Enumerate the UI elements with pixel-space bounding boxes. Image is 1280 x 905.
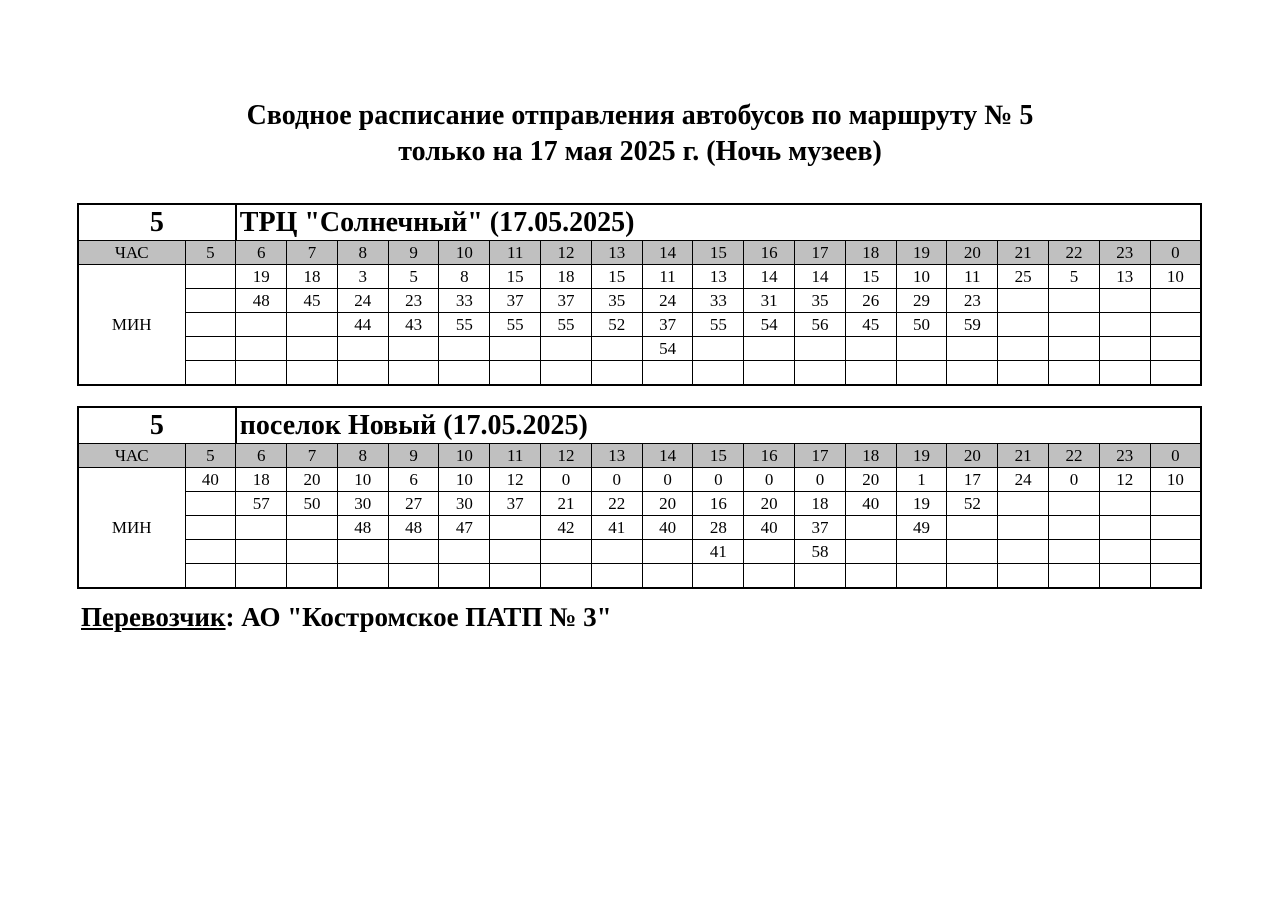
minute-cell — [795, 564, 846, 589]
hour-cell: 6 — [236, 444, 287, 468]
minute-cell — [845, 516, 896, 540]
minute-cell — [1049, 289, 1100, 313]
hour-cell: 14 — [642, 444, 693, 468]
minute-cell — [744, 337, 795, 361]
minute-cell — [1099, 516, 1150, 540]
hours-row — [78, 241, 1201, 265]
minute-cell: 26 — [845, 289, 896, 313]
minute-cell: 52 — [591, 313, 642, 337]
route-number: 5 — [78, 204, 236, 241]
minute-cell — [1049, 492, 1100, 516]
minute-cell — [541, 337, 592, 361]
minute-cell — [845, 540, 896, 564]
minute-cell: 0 — [795, 468, 846, 492]
minute-cell — [490, 564, 541, 589]
minute-cell: 0 — [642, 468, 693, 492]
minute-cell: 0 — [591, 468, 642, 492]
hour-label: ЧАС — [78, 444, 185, 468]
minute-cell — [896, 361, 947, 386]
minute-cell: 20 — [287, 468, 338, 492]
minute-cell: 37 — [642, 313, 693, 337]
hour-cell: 22 — [1049, 241, 1100, 265]
minute-cell: 57 — [236, 492, 287, 516]
minute-cell — [541, 361, 592, 386]
minute-cell — [388, 540, 439, 564]
minute-cell: 10 — [1150, 468, 1201, 492]
minute-cell — [337, 337, 388, 361]
minute-cell — [947, 337, 998, 361]
minute-cell — [1049, 516, 1100, 540]
minute-cell — [591, 540, 642, 564]
minute-cell: 25 — [998, 265, 1049, 289]
hour-cell: 11 — [490, 444, 541, 468]
minute-cell: 12 — [490, 468, 541, 492]
minute-cell: 24 — [642, 289, 693, 313]
minute-cell — [185, 361, 236, 386]
minute-cell: 45 — [845, 313, 896, 337]
minute-cell — [490, 361, 541, 386]
minute-cell: 18 — [541, 265, 592, 289]
minute-cell: 15 — [490, 265, 541, 289]
minute-cell: 48 — [388, 516, 439, 540]
minute-cell: 58 — [795, 540, 846, 564]
hour-cell: 20 — [947, 241, 998, 265]
hour-cell: 10 — [439, 241, 490, 265]
minute-cell — [337, 361, 388, 386]
hour-cell: 8 — [337, 444, 388, 468]
minute-cell — [1099, 313, 1150, 337]
minute-cell: 18 — [795, 492, 846, 516]
minute-cell — [947, 540, 998, 564]
minute-cell — [1099, 564, 1150, 589]
minutes-row — [78, 313, 1201, 337]
minute-cell — [642, 564, 693, 589]
minute-cell — [287, 540, 338, 564]
minute-cell — [490, 540, 541, 564]
minute-cell — [1099, 337, 1150, 361]
minute-cell — [1150, 564, 1201, 589]
minute-cell — [185, 265, 236, 289]
minute-cell: 8 — [439, 265, 490, 289]
schedule-table-poselok-novy — [77, 406, 1202, 589]
carrier-line — [81, 600, 612, 634]
title-line-1: Сводное расписание отправления автобусов по маршруту № 5 — [246, 100, 1034, 131]
table-header-row — [78, 407, 1201, 444]
minute-cell — [1150, 361, 1201, 386]
hour-cell: 7 — [287, 444, 338, 468]
minute-cell — [693, 361, 744, 386]
minute-cell — [642, 540, 693, 564]
minute-cell: 33 — [439, 289, 490, 313]
minute-cell: 40 — [744, 516, 795, 540]
minute-cell — [185, 564, 236, 589]
minute-cell: 28 — [693, 516, 744, 540]
stop-name: поселок Новый (17.05.2025) — [236, 407, 1201, 444]
minute-cell — [541, 564, 592, 589]
minute-cell — [439, 564, 490, 589]
minute-cell: 10 — [439, 468, 490, 492]
minute-cell — [236, 337, 287, 361]
minutes-row — [78, 492, 1201, 516]
minute-cell — [490, 337, 541, 361]
hour-cell: 16 — [744, 241, 795, 265]
minute-cell — [236, 564, 287, 589]
minute-cell — [439, 361, 490, 386]
minute-cell — [998, 564, 1049, 589]
minute-cell — [1049, 540, 1100, 564]
minute-cell — [287, 564, 338, 589]
minute-cell — [1099, 492, 1150, 516]
hour-cell: 19 — [896, 241, 947, 265]
minute-cell — [998, 516, 1049, 540]
route-number: 5 — [78, 407, 236, 444]
minute-cell: 49 — [896, 516, 947, 540]
hour-cell: 11 — [490, 241, 541, 265]
minute-cell — [236, 540, 287, 564]
minutes-row — [78, 468, 1201, 492]
minute-cell: 44 — [337, 313, 388, 337]
minute-cell — [1150, 540, 1201, 564]
minute-cell: 10 — [896, 265, 947, 289]
minute-cell: 19 — [236, 265, 287, 289]
minute-cell — [1049, 337, 1100, 361]
minute-cell — [1150, 516, 1201, 540]
minute-cell: 5 — [388, 265, 439, 289]
minute-cell — [185, 337, 236, 361]
minute-cell — [1099, 361, 1150, 386]
minutes-row — [78, 265, 1201, 289]
hour-cell: 0 — [1150, 241, 1201, 265]
carrier-value: : АО "Костромское ПАТП № 3" — [225, 602, 612, 632]
minute-cell — [185, 289, 236, 313]
minute-cell — [896, 337, 947, 361]
minute-cell: 41 — [693, 540, 744, 564]
minute-cell: 14 — [795, 265, 846, 289]
minute-cell: 17 — [947, 468, 998, 492]
minute-cell: 13 — [1099, 265, 1150, 289]
hour-cell: 9 — [388, 444, 439, 468]
minutes-row — [78, 540, 1201, 564]
minute-cell: 55 — [541, 313, 592, 337]
hour-cell: 16 — [744, 444, 795, 468]
minute-cell: 40 — [845, 492, 896, 516]
minute-cell: 27 — [388, 492, 439, 516]
minute-cell: 37 — [490, 492, 541, 516]
minute-cell — [591, 361, 642, 386]
minutes-label: МИН — [78, 468, 185, 589]
minute-cell — [185, 313, 236, 337]
schedule-table-trc-solnechny — [77, 203, 1202, 386]
hour-cell: 23 — [1099, 241, 1150, 265]
minutes-row — [78, 516, 1201, 540]
minute-cell: 0 — [744, 468, 795, 492]
minute-cell: 55 — [439, 313, 490, 337]
minute-cell: 13 — [693, 265, 744, 289]
minute-cell — [744, 540, 795, 564]
minute-cell: 43 — [388, 313, 439, 337]
minute-cell — [490, 516, 541, 540]
minute-cell: 24 — [337, 289, 388, 313]
hour-cell: 22 — [1049, 444, 1100, 468]
minute-cell: 18 — [236, 468, 287, 492]
minute-cell: 54 — [642, 337, 693, 361]
minute-cell — [337, 564, 388, 589]
hour-cell: 14 — [642, 241, 693, 265]
minute-cell — [1150, 492, 1201, 516]
minute-cell — [744, 361, 795, 386]
hour-cell: 19 — [896, 444, 947, 468]
minute-cell: 55 — [693, 313, 744, 337]
minute-cell: 30 — [337, 492, 388, 516]
minutes-row — [78, 361, 1201, 386]
minute-cell — [287, 361, 338, 386]
minute-cell — [845, 337, 896, 361]
table-header-row — [78, 204, 1201, 241]
minute-cell: 40 — [642, 516, 693, 540]
minute-cell — [896, 540, 947, 564]
minute-cell: 31 — [744, 289, 795, 313]
minutes-label: МИН — [78, 265, 185, 386]
hour-cell: 6 — [236, 241, 287, 265]
minute-cell — [693, 564, 744, 589]
hour-cell: 17 — [795, 444, 846, 468]
hour-label: ЧАС — [78, 241, 185, 265]
carrier-label: Перевозчик — [81, 602, 226, 632]
minute-cell — [947, 361, 998, 386]
minute-cell — [388, 361, 439, 386]
minute-cell — [185, 516, 236, 540]
minute-cell: 19 — [896, 492, 947, 516]
minute-cell — [998, 492, 1049, 516]
minute-cell — [185, 492, 236, 516]
minute-cell: 10 — [337, 468, 388, 492]
minute-cell — [998, 540, 1049, 564]
minute-cell — [998, 313, 1049, 337]
minute-cell: 45 — [287, 289, 338, 313]
minute-cell: 24 — [998, 468, 1049, 492]
minute-cell — [998, 361, 1049, 386]
minute-cell — [236, 361, 287, 386]
minute-cell: 1 — [896, 468, 947, 492]
minute-cell — [1099, 289, 1150, 313]
minute-cell: 0 — [693, 468, 744, 492]
minute-cell: 15 — [591, 265, 642, 289]
minute-cell: 35 — [795, 289, 846, 313]
minute-cell: 56 — [795, 313, 846, 337]
minute-cell: 37 — [795, 516, 846, 540]
minute-cell — [1049, 361, 1100, 386]
minute-cell: 14 — [744, 265, 795, 289]
minute-cell: 30 — [439, 492, 490, 516]
hour-cell: 15 — [693, 241, 744, 265]
minutes-row — [78, 337, 1201, 361]
minute-cell: 0 — [541, 468, 592, 492]
minute-cell: 20 — [642, 492, 693, 516]
minute-cell: 3 — [337, 265, 388, 289]
minute-cell: 16 — [693, 492, 744, 516]
minute-cell — [1150, 289, 1201, 313]
minute-cell: 20 — [744, 492, 795, 516]
minute-cell: 37 — [490, 289, 541, 313]
minute-cell — [795, 337, 846, 361]
title-line-2: только на 17 мая 2025 г. (Ночь музеев) — [398, 136, 882, 167]
minute-cell: 11 — [642, 265, 693, 289]
minute-cell: 42 — [541, 516, 592, 540]
hour-cell: 7 — [287, 241, 338, 265]
minute-cell — [388, 337, 439, 361]
minute-cell: 10 — [1150, 265, 1201, 289]
minute-cell: 18 — [287, 265, 338, 289]
hour-cell: 13 — [591, 444, 642, 468]
minute-cell: 50 — [896, 313, 947, 337]
minute-cell — [439, 337, 490, 361]
minute-cell: 41 — [591, 516, 642, 540]
minute-cell — [236, 516, 287, 540]
minute-cell — [388, 564, 439, 589]
minute-cell: 15 — [845, 265, 896, 289]
hour-cell: 9 — [388, 241, 439, 265]
hour-cell: 5 — [185, 241, 236, 265]
minute-cell — [947, 564, 998, 589]
minutes-row — [78, 289, 1201, 313]
hours-row — [78, 444, 1201, 468]
minute-cell: 48 — [236, 289, 287, 313]
minute-cell: 33 — [693, 289, 744, 313]
minute-cell: 35 — [591, 289, 642, 313]
minute-cell: 48 — [337, 516, 388, 540]
minute-cell: 37 — [541, 289, 592, 313]
minute-cell — [236, 313, 287, 337]
minute-cell: 40 — [185, 468, 236, 492]
minute-cell — [1049, 313, 1100, 337]
minute-cell — [693, 337, 744, 361]
hour-cell: 17 — [795, 241, 846, 265]
minute-cell: 5 — [1049, 265, 1100, 289]
minute-cell — [845, 361, 896, 386]
minute-cell — [947, 516, 998, 540]
minute-cell: 22 — [591, 492, 642, 516]
hour-cell: 10 — [439, 444, 490, 468]
minute-cell — [744, 564, 795, 589]
minute-cell: 0 — [1049, 468, 1100, 492]
minute-cell — [998, 337, 1049, 361]
minute-cell — [185, 540, 236, 564]
hour-cell: 18 — [845, 444, 896, 468]
hour-cell: 12 — [541, 241, 592, 265]
minute-cell: 55 — [490, 313, 541, 337]
minute-cell: 6 — [388, 468, 439, 492]
minute-cell — [287, 337, 338, 361]
minute-cell: 11 — [947, 265, 998, 289]
minute-cell: 50 — [287, 492, 338, 516]
minute-cell — [896, 564, 947, 589]
minute-cell — [1150, 337, 1201, 361]
minute-cell — [287, 516, 338, 540]
minutes-row — [78, 564, 1201, 589]
hour-cell: 18 — [845, 241, 896, 265]
minute-cell — [287, 313, 338, 337]
minute-cell — [591, 564, 642, 589]
hour-cell: 5 — [185, 444, 236, 468]
minute-cell: 29 — [896, 289, 947, 313]
minute-cell — [1049, 564, 1100, 589]
minute-cell: 47 — [439, 516, 490, 540]
minute-cell: 59 — [947, 313, 998, 337]
minute-cell — [591, 337, 642, 361]
hour-cell: 15 — [693, 444, 744, 468]
minute-cell: 23 — [947, 289, 998, 313]
hour-cell: 20 — [947, 444, 998, 468]
minute-cell — [642, 361, 693, 386]
hour-cell: 0 — [1150, 444, 1201, 468]
minute-cell: 52 — [947, 492, 998, 516]
minute-cell — [541, 540, 592, 564]
document-title — [0, 98, 1280, 170]
hour-cell: 8 — [337, 241, 388, 265]
minute-cell — [1150, 313, 1201, 337]
hour-cell: 23 — [1099, 444, 1150, 468]
stop-name: ТРЦ "Солнечный" (17.05.2025) — [236, 204, 1201, 241]
minute-cell: 12 — [1099, 468, 1150, 492]
hour-cell: 21 — [998, 241, 1049, 265]
minute-cell: 23 — [388, 289, 439, 313]
minute-cell — [439, 540, 490, 564]
hour-cell: 13 — [591, 241, 642, 265]
minute-cell — [795, 361, 846, 386]
minute-cell — [845, 564, 896, 589]
hour-cell: 12 — [541, 444, 592, 468]
minute-cell — [1099, 540, 1150, 564]
minute-cell — [998, 289, 1049, 313]
hour-cell: 21 — [998, 444, 1049, 468]
minute-cell: 20 — [845, 468, 896, 492]
minute-cell — [337, 540, 388, 564]
minute-cell: 54 — [744, 313, 795, 337]
minute-cell: 21 — [541, 492, 592, 516]
